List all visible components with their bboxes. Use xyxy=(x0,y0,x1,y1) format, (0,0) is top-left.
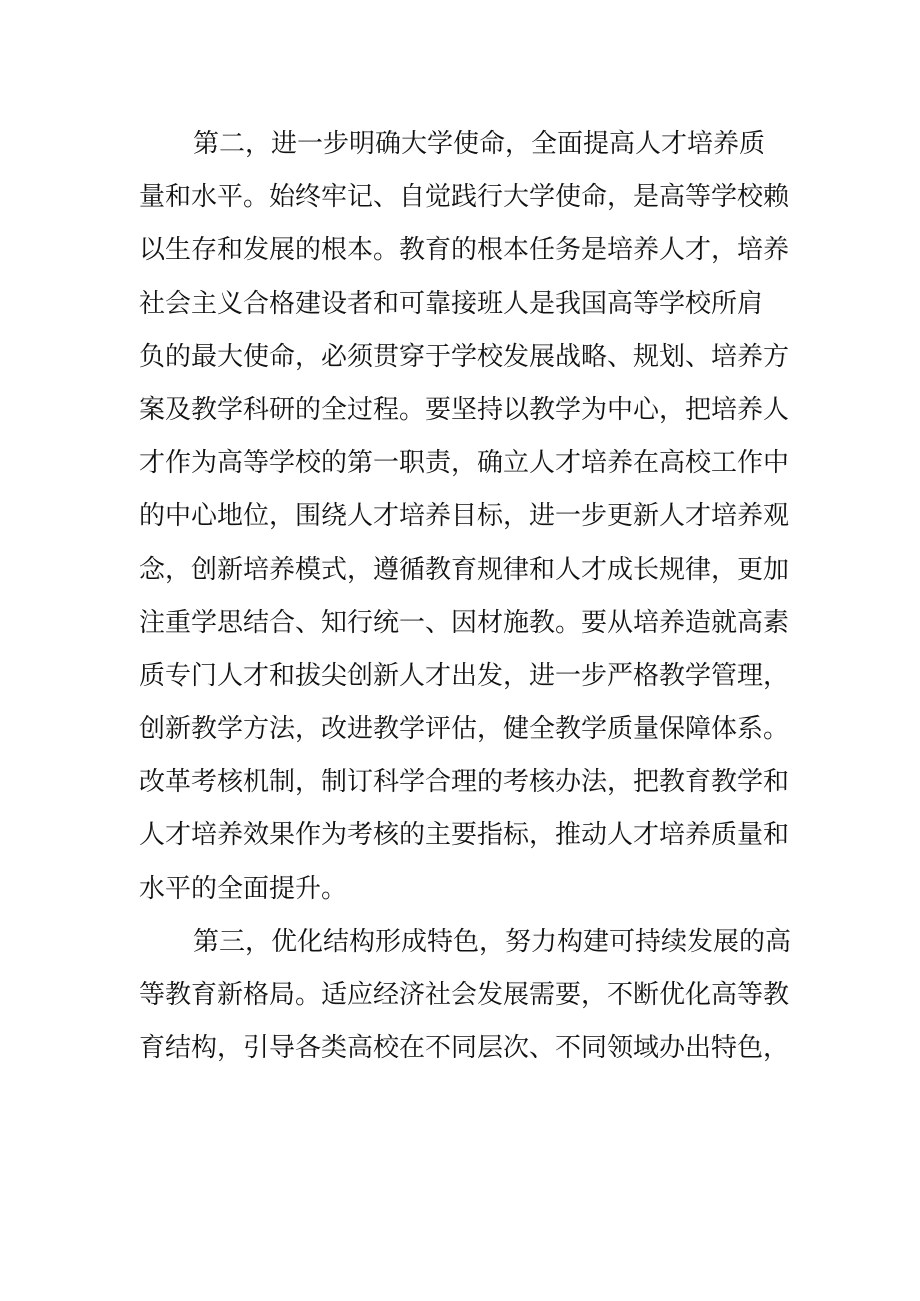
text-line: 改革考核机制，制订科学合理的考核办法，把教育教学和 xyxy=(139,767,790,798)
text-line: 以生存和发展的根本。教育的根本任务是培养人才，培养 xyxy=(139,235,790,266)
text-line: 注重学思结合、知行统一、因材施教。要从培养造就高素 xyxy=(139,607,790,638)
text-line: 案及教学科研的全过程。要坚持以教学为中心，把培养人 xyxy=(139,394,790,425)
text-line: 等教育新格局。适应经济社会发展需要，不断优化高等教 xyxy=(139,980,790,1010)
text-line: 质专门人才和拔尖创新人才出发，进一步严格教学管理， xyxy=(139,660,790,691)
document-body xyxy=(139,118,799,1075)
text-line: 的中心地位，围绕人才培养目标，进一步更新人才培养观 xyxy=(139,501,790,532)
text-line: 第三，优化结构形成特色，努力构建可持续发展的高 xyxy=(193,926,792,957)
text-line: 量和水平。始终牢记、自觉践行大学使命，是高等学校赖 xyxy=(139,182,790,213)
text-line: 育结构，引导各类高校在不同层次、不同领域办出特色， xyxy=(139,1033,790,1064)
text-line: 人才培养效果作为考核的主要指标，推动人才培养质量和 xyxy=(139,820,790,851)
text-line: 水平的全面提升。 xyxy=(139,873,348,904)
text-line: 创新教学方法，改进教学评估，健全教学质量保障体系。 xyxy=(139,714,790,745)
paragraph-second-point xyxy=(139,118,799,916)
text-line: 念，创新培养模式，遵循教育规律和人才成长规律，更加 xyxy=(139,554,790,585)
text-line: 第二，进一步明确大学使命，全面提高人才培养质 xyxy=(193,129,766,159)
text-line: 才作为高等学校的第一职责，确立人才培养在高校工作中 xyxy=(139,448,790,479)
text-line: 负的最大使命，必须贯穿于学校发展战略、规划、培养方 xyxy=(139,341,790,372)
text-line: 社会主义合格建设者和可靠接班人是我国高等学校所肩 xyxy=(139,288,764,319)
paragraph-third-point xyxy=(139,916,799,1076)
